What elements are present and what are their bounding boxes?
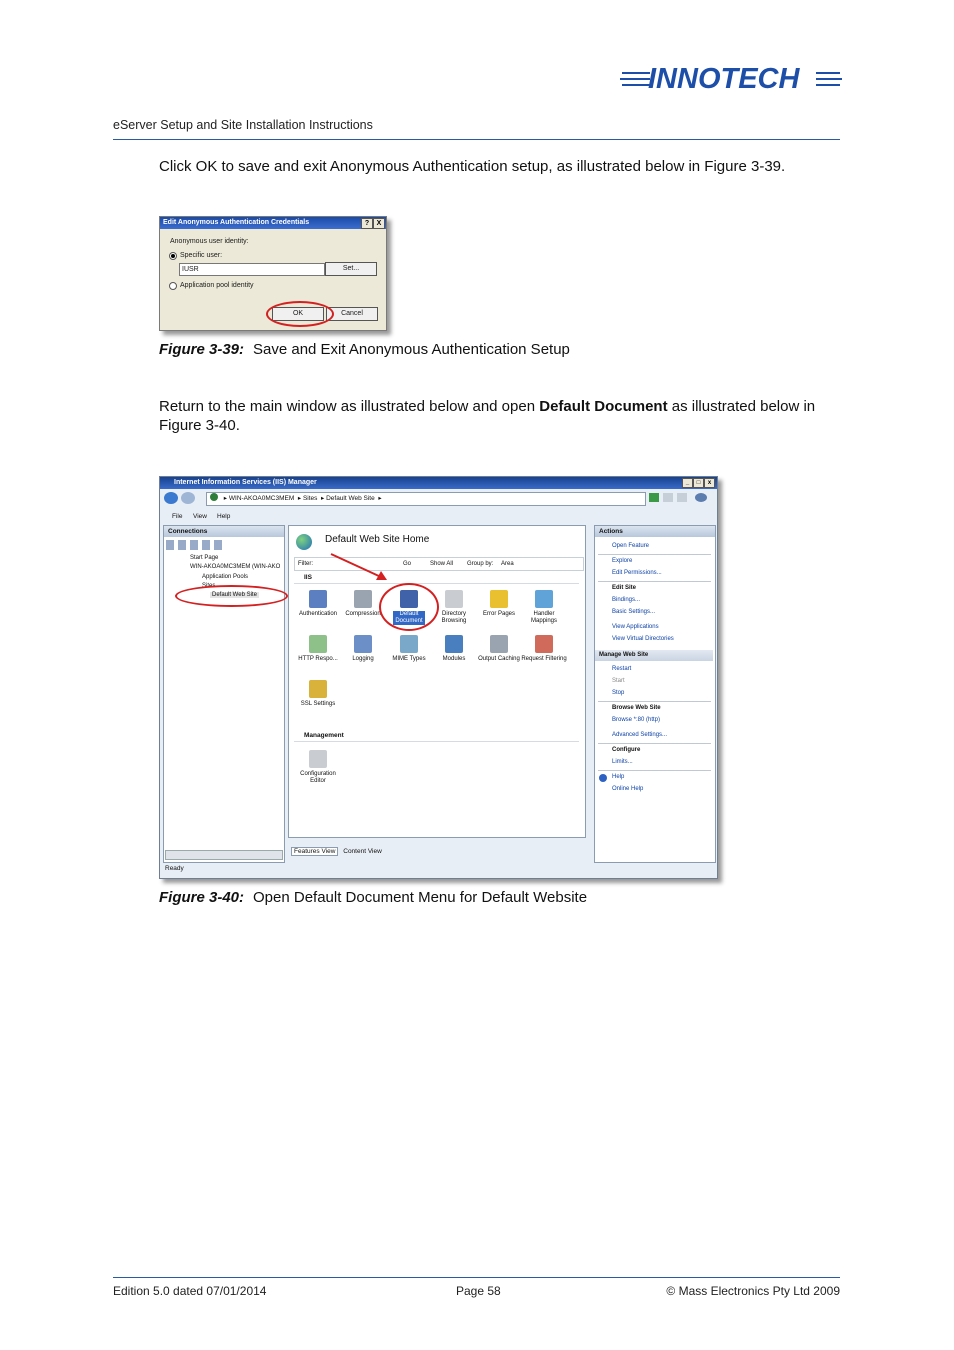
address-server[interactable]: WIN-AKOA0MC3MEM	[228, 495, 295, 502]
compression-icon	[354, 590, 372, 608]
connections-pane	[163, 525, 285, 863]
minimize-icon[interactable]: _	[682, 478, 693, 488]
actions-separator	[598, 743, 711, 744]
content-view-tab[interactable]: Content View	[343, 848, 382, 855]
cancel-button[interactable]: Cancel	[326, 307, 378, 321]
feature-output-caching[interactable]: Output Caching	[476, 635, 522, 663]
section-management: Management	[304, 732, 344, 739]
help-nav-icon[interactable]	[695, 493, 707, 502]
feature-handler-mappings[interactable]: Handler Mappings	[521, 590, 567, 625]
site-globe-icon	[296, 534, 312, 550]
section-iis: IIS	[304, 574, 312, 581]
output-caching-icon	[490, 635, 508, 653]
action-edit-permissions[interactable]: Edit Permissions...	[612, 570, 662, 576]
figure-3-39-text: Save and Exit Anonymous Authentication Setup	[253, 341, 570, 358]
feature-mime-types[interactable]: MIME Types	[386, 635, 432, 663]
feature-error-pages[interactable]: Error Pages	[476, 590, 522, 618]
action-limits[interactable]: Limits...	[612, 759, 633, 765]
feature-directory-browsing[interactable]: Directory Browsing	[431, 590, 477, 625]
figure-3-39-caption	[159, 341, 570, 358]
action-explore[interactable]: Explore	[612, 558, 633, 564]
http-response-icon	[309, 635, 327, 653]
actions-pane	[594, 525, 716, 863]
connections-scrollbar[interactable]	[165, 850, 283, 860]
action-edit-site-heading: Edit Site	[612, 585, 637, 591]
iis-title-bar	[160, 477, 717, 489]
paragraph-2-text-a: Return to the main window as illustrated below and open	[159, 398, 540, 415]
modules-icon	[445, 635, 463, 653]
app-pool-label: Application pool identity	[180, 282, 254, 289]
help-icon	[599, 774, 607, 782]
forward-icon[interactable]	[181, 492, 195, 504]
home-icon[interactable]	[677, 493, 687, 502]
action-bindings[interactable]: Bindings...	[612, 597, 641, 603]
action-start[interactable]: Start	[612, 678, 625, 684]
feature-default-document[interactable]: Default Document	[386, 590, 432, 625]
group-by-label: Group by:	[467, 561, 494, 567]
identity-group-label: Anonymous user identity:	[170, 238, 249, 245]
directory-browsing-icon	[445, 590, 463, 608]
action-help[interactable]: Help	[612, 774, 625, 780]
maximize-icon[interactable]: □	[693, 478, 704, 488]
features-pane	[288, 525, 586, 838]
status-bar-text: Ready	[165, 865, 184, 872]
action-view-applications[interactable]: View Applications	[612, 624, 659, 630]
menu-help[interactable]: Help	[217, 513, 231, 520]
footer-copyright: © Mass Electronics Pty Ltd 2009	[666, 1284, 840, 1298]
instruction-paragraph-1: Click OK to save and exit Anonymous Authentication setup, as illustrated below in Figure 3-39.	[159, 158, 786, 175]
feature-logging[interactable]: Logging	[340, 635, 386, 663]
specific-user-label: Specific user:	[180, 252, 223, 259]
logging-icon	[354, 635, 372, 653]
action-advanced-settings[interactable]: Advanced Settings...	[612, 732, 668, 738]
user-name-field[interactable]: IUSR	[179, 263, 325, 276]
handler-mappings-icon	[535, 590, 553, 608]
header-divider	[113, 139, 840, 140]
close-icon[interactable]: x	[704, 478, 715, 488]
view-tabs	[291, 848, 385, 855]
iis-manager-window	[159, 476, 718, 879]
lock-icon	[309, 680, 327, 698]
ok-highlight-circle	[266, 301, 334, 327]
red-arrow-icon	[329, 552, 391, 584]
globe-icon	[210, 493, 218, 501]
manage-site-heading: Manage Web Site	[599, 652, 649, 658]
error-pages-icon	[490, 590, 508, 608]
dialog-title: Edit Anonymous Authentication Credentials	[163, 219, 310, 226]
action-view-virtual-directories[interactable]: View Virtual Directories	[612, 636, 674, 642]
filter-label: Filter:	[298, 561, 313, 567]
show-all-button[interactable]: Show All	[430, 561, 454, 567]
actions-separator	[598, 770, 711, 771]
default-document-highlight-circle	[379, 583, 439, 631]
actions-separator	[598, 581, 711, 582]
actions-header: Actions	[595, 526, 715, 537]
home-title: Default Web Site Home	[325, 534, 430, 545]
figure-3-39-label: Figure 3-39:	[159, 341, 245, 358]
close-button[interactable]: X	[373, 218, 385, 229]
address-site[interactable]: Default Web Site	[326, 495, 375, 502]
paragraph-2-text-b: as illustrated below in Figure 3-40.	[159, 398, 816, 434]
footer-edition: Edition 5.0 dated 07/01/2014	[113, 1284, 267, 1298]
action-browse-port[interactable]: Browse *:80 (http)	[612, 717, 661, 723]
actions-separator	[598, 701, 711, 702]
footer-page-number: Page 58	[456, 1284, 501, 1298]
configure-heading: Configure	[612, 747, 641, 753]
instruction-paragraph-2	[159, 397, 849, 435]
site-highlight-circle	[175, 585, 288, 607]
app-pool-radio[interactable]	[169, 282, 177, 290]
address-sites[interactable]: Sites	[302, 495, 318, 502]
go-button[interactable]: Go	[403, 561, 412, 567]
menu-file[interactable]: File	[172, 513, 183, 520]
feature-compression[interactable]: Compression	[340, 590, 386, 618]
tree-default-web-site[interactable]: Default Web Site	[212, 592, 257, 598]
tree-sites[interactable]: Sites	[202, 583, 216, 589]
stop-nav-icon[interactable]	[663, 493, 673, 502]
innotech-logo	[620, 62, 842, 96]
feature-ssl-settings[interactable]: SSL Settings	[295, 680, 341, 708]
mgmt-divider	[294, 741, 579, 742]
mime-types-icon	[400, 635, 418, 653]
connections-header: Connections	[164, 526, 284, 537]
refresh-icon[interactable]	[649, 493, 659, 502]
action-stop[interactable]: Stop	[612, 690, 625, 696]
group-by-select[interactable]: Area	[501, 561, 514, 567]
dialog-title-bar	[160, 217, 386, 229]
tree-app-pools[interactable]: Application Pools	[202, 574, 249, 580]
figure-3-40-caption	[159, 889, 587, 906]
feature-modules[interactable]: Modules	[431, 635, 477, 663]
action-basic-settings[interactable]: Basic Settings...	[612, 609, 656, 615]
feature-http-response[interactable]: HTTP Respo...	[295, 635, 341, 663]
tree-server[interactable]: WIN-AKOA0MC3MEM (WIN-AKO	[190, 564, 281, 570]
help-button[interactable]: ?	[361, 218, 373, 229]
specific-user-radio[interactable]	[169, 252, 177, 260]
figure-3-40-text: Open Default Document Menu for Default Website	[253, 889, 588, 906]
features-view-tab[interactable]: Features View	[291, 847, 338, 856]
footer-divider	[113, 1277, 840, 1278]
action-restart[interactable]: Restart	[612, 666, 632, 672]
configuration-editor-icon	[309, 750, 327, 768]
address-bar[interactable]: ▸ WIN-AKOA0MC3MEM ▸ Sites ▸ Default Web Site ▸	[206, 492, 646, 506]
set-button[interactable]: Set...	[325, 262, 377, 276]
menu-view[interactable]: View	[193, 513, 207, 520]
feature-request-filtering[interactable]: Request Filtering	[521, 635, 567, 663]
action-open-feature[interactable]: Open Feature	[612, 543, 650, 549]
browse-site-heading: Browse Web Site	[612, 705, 661, 711]
tree-start-page[interactable]: Start Page	[190, 555, 219, 561]
authentication-icon	[309, 590, 327, 608]
action-online-help[interactable]: Online Help	[612, 786, 644, 792]
paragraph-2-bold: Default Document	[539, 398, 668, 415]
back-icon[interactable]	[164, 492, 178, 504]
feature-authentication[interactable]: Authentication	[295, 590, 341, 618]
anon-auth-dialog	[159, 216, 387, 331]
document-title: eServer Setup and Site Installation Instructions	[113, 118, 373, 132]
connections-toolbar[interactable]	[166, 540, 226, 550]
logo-wordmark: INNOTECH	[648, 63, 800, 95]
figure-3-40-label: Figure 3-40:	[159, 889, 245, 906]
feature-configuration-editor[interactable]: Configuration Editor	[295, 750, 341, 785]
iis-window-title: Internet Information Services (IIS) Manager	[174, 479, 317, 486]
actions-separator	[598, 554, 711, 555]
ok-button[interactable]: OK	[272, 307, 324, 321]
request-filtering-icon	[535, 635, 553, 653]
